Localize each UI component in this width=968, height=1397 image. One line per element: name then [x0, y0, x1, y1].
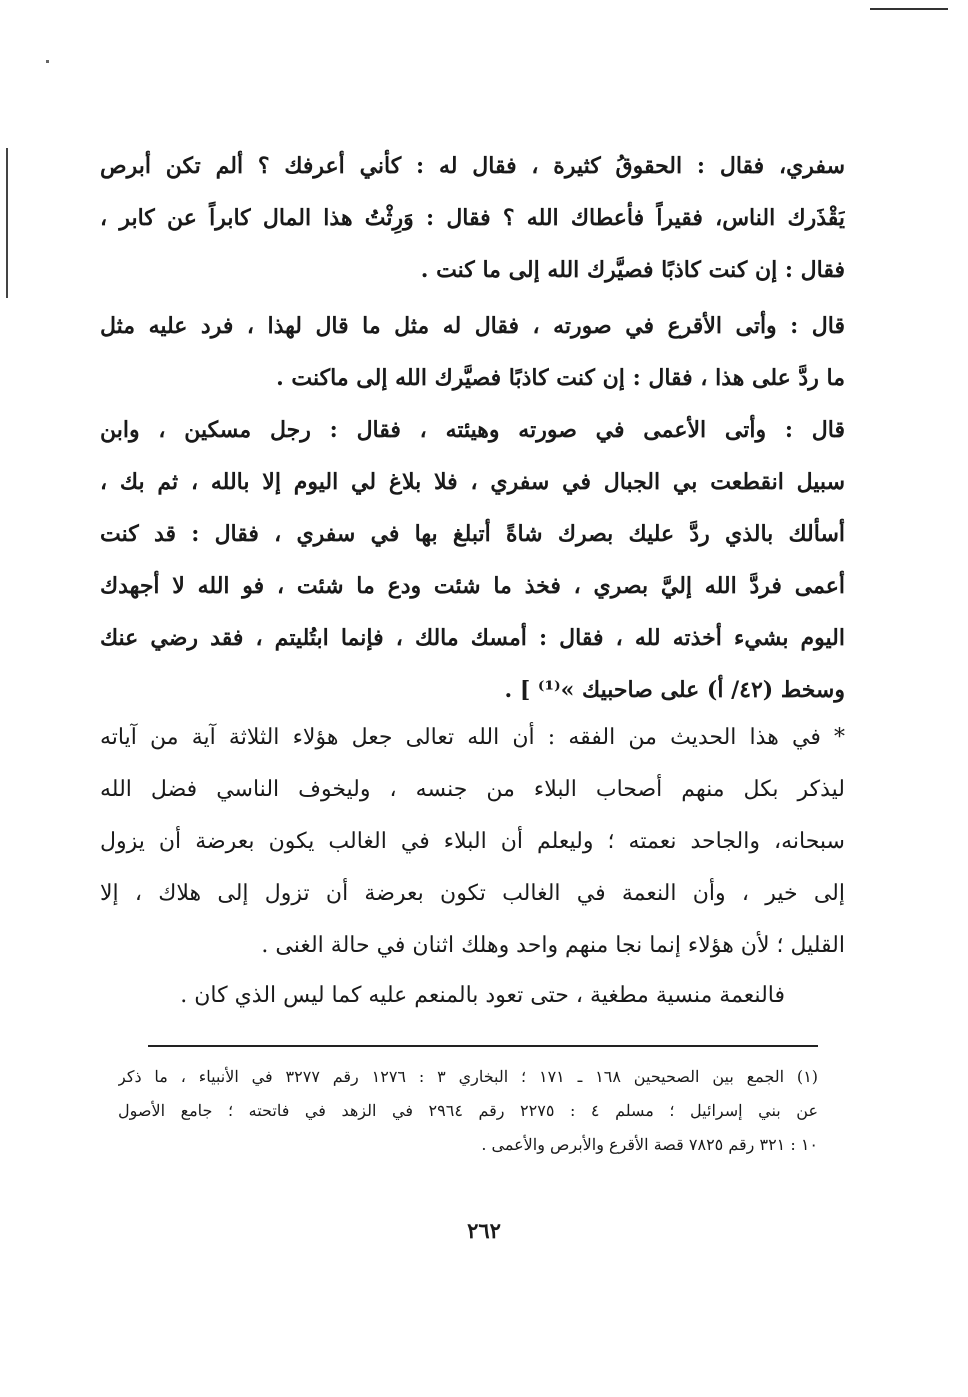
paragraph-2 — [100, 300, 845, 404]
text-line: إلى خير ، وأن النعمة في الغالب تكون بعرضة أن تزول إلى هلاك ، إلا — [100, 881, 845, 906]
text-line: قال : وأتى الأعمى في صورته وهيئته ، فقال : رجل مسكين ، وابن — [100, 417, 845, 443]
text-line: * في هذا الحديث من الفقه : أن الله تعالى جعل هؤلاء الثلاثة آية من آياته — [100, 725, 845, 750]
text-line: أسألك بالذي ردَّ عليك بصرك شاةً أتبلغ بها في سفري ، فقال : قد كنت — [100, 521, 845, 547]
footnote-separator — [148, 1045, 818, 1047]
footnotes — [118, 1060, 818, 1162]
text-line: القليل ؛ لأن هؤلاء إنما نجا منهم واحد وهلك اثنان في حالة الغنى . — [261, 933, 845, 958]
text-line: سفري، فقال : الحقوقُ كثيرة ، فقال له : كأني أعرفك ؟ ألم تكن أبرص — [100, 153, 845, 179]
text-line: سبحانه، والجاحد نعمته ؛ وليعلم أن البلاء في الغالب يكون بعرضة أن يزول — [100, 829, 845, 854]
text-line: ما ردَّ على هذا ، فقال : إن كنت كاذبًا فصيَّرك الله إلى ماكنت . — [276, 365, 845, 391]
paragraph-5 — [100, 970, 845, 1022]
text-line: ليذكر بكل منهم أصحاب البلاء من جنسه ، وليخوف الناسي فضل الله — [100, 777, 845, 802]
text-line: فقال : إن كنت كاذبًا فصيَّرك الله إلى ما كنت . — [420, 257, 845, 283]
text-line: أعمى فردَّ الله إليَّ بصري ، فخذ ما شئت ودع ما شئت ، فو الله لا أجهدك — [100, 573, 845, 599]
page-number: ٢٦٢ — [467, 1218, 501, 1243]
scan-artifact-left — [6, 148, 8, 298]
text-line: فالنعمة منسية مطغية ، حتى تعود بالمنعم عليه كما ليس الذي كان . — [180, 983, 785, 1008]
footnote-line: ١٠ : ٣٢١ رقم ٧٨٢٥ قصة الأقرع والأبرص والأعمى . — [481, 1135, 818, 1154]
scan-artifact-dot — [46, 60, 49, 63]
footnote-line: (١) الجمع بين الصحيحين ١٦٨ ـ ١٧١ ؛ البخاري ٣ : ١٢٧٦ رقم ٣٢٧٧ في الأنبياء ، ما ذكر — [118, 1067, 818, 1086]
paragraph-1 — [100, 140, 845, 296]
footnote-line: عن بني إسرائيل ؛ مسلم ٤ : ٢٢٧٥ رقم ٢٩٦٤ في الزهد في فاتحته ؛ جامع الأصول — [118, 1101, 818, 1120]
paragraph-3 — [100, 404, 845, 716]
text-line: يَقْذَرك الناس، فقيراً فأعطاك الله ؟ فقال : وَرِثْتُ هذا المال كابراً عن كابر ، — [100, 205, 845, 231]
text-line: سبيل انقطعت بي الجبال في سفري ، فلا بلاغ لي اليوم إلا بالله ، ثم بك ، — [100, 469, 845, 495]
text-line: قال : وأتى الأقرع في صورته ، فقال له مثل ما قال لهذا ، فرد عليه مثل — [100, 313, 845, 339]
text-line: اليوم بشيء أخذته لله ، فقال : أمسك مالك ، فإنما ابتُليتم ، فقد رضي عنك — [100, 625, 845, 651]
paragraph-4 — [100, 712, 845, 972]
text-line: وسخط (٤٢/ أ) على صاحبيك »⁽¹⁾ ] . — [504, 677, 845, 703]
scan-artifact-top — [870, 8, 948, 10]
